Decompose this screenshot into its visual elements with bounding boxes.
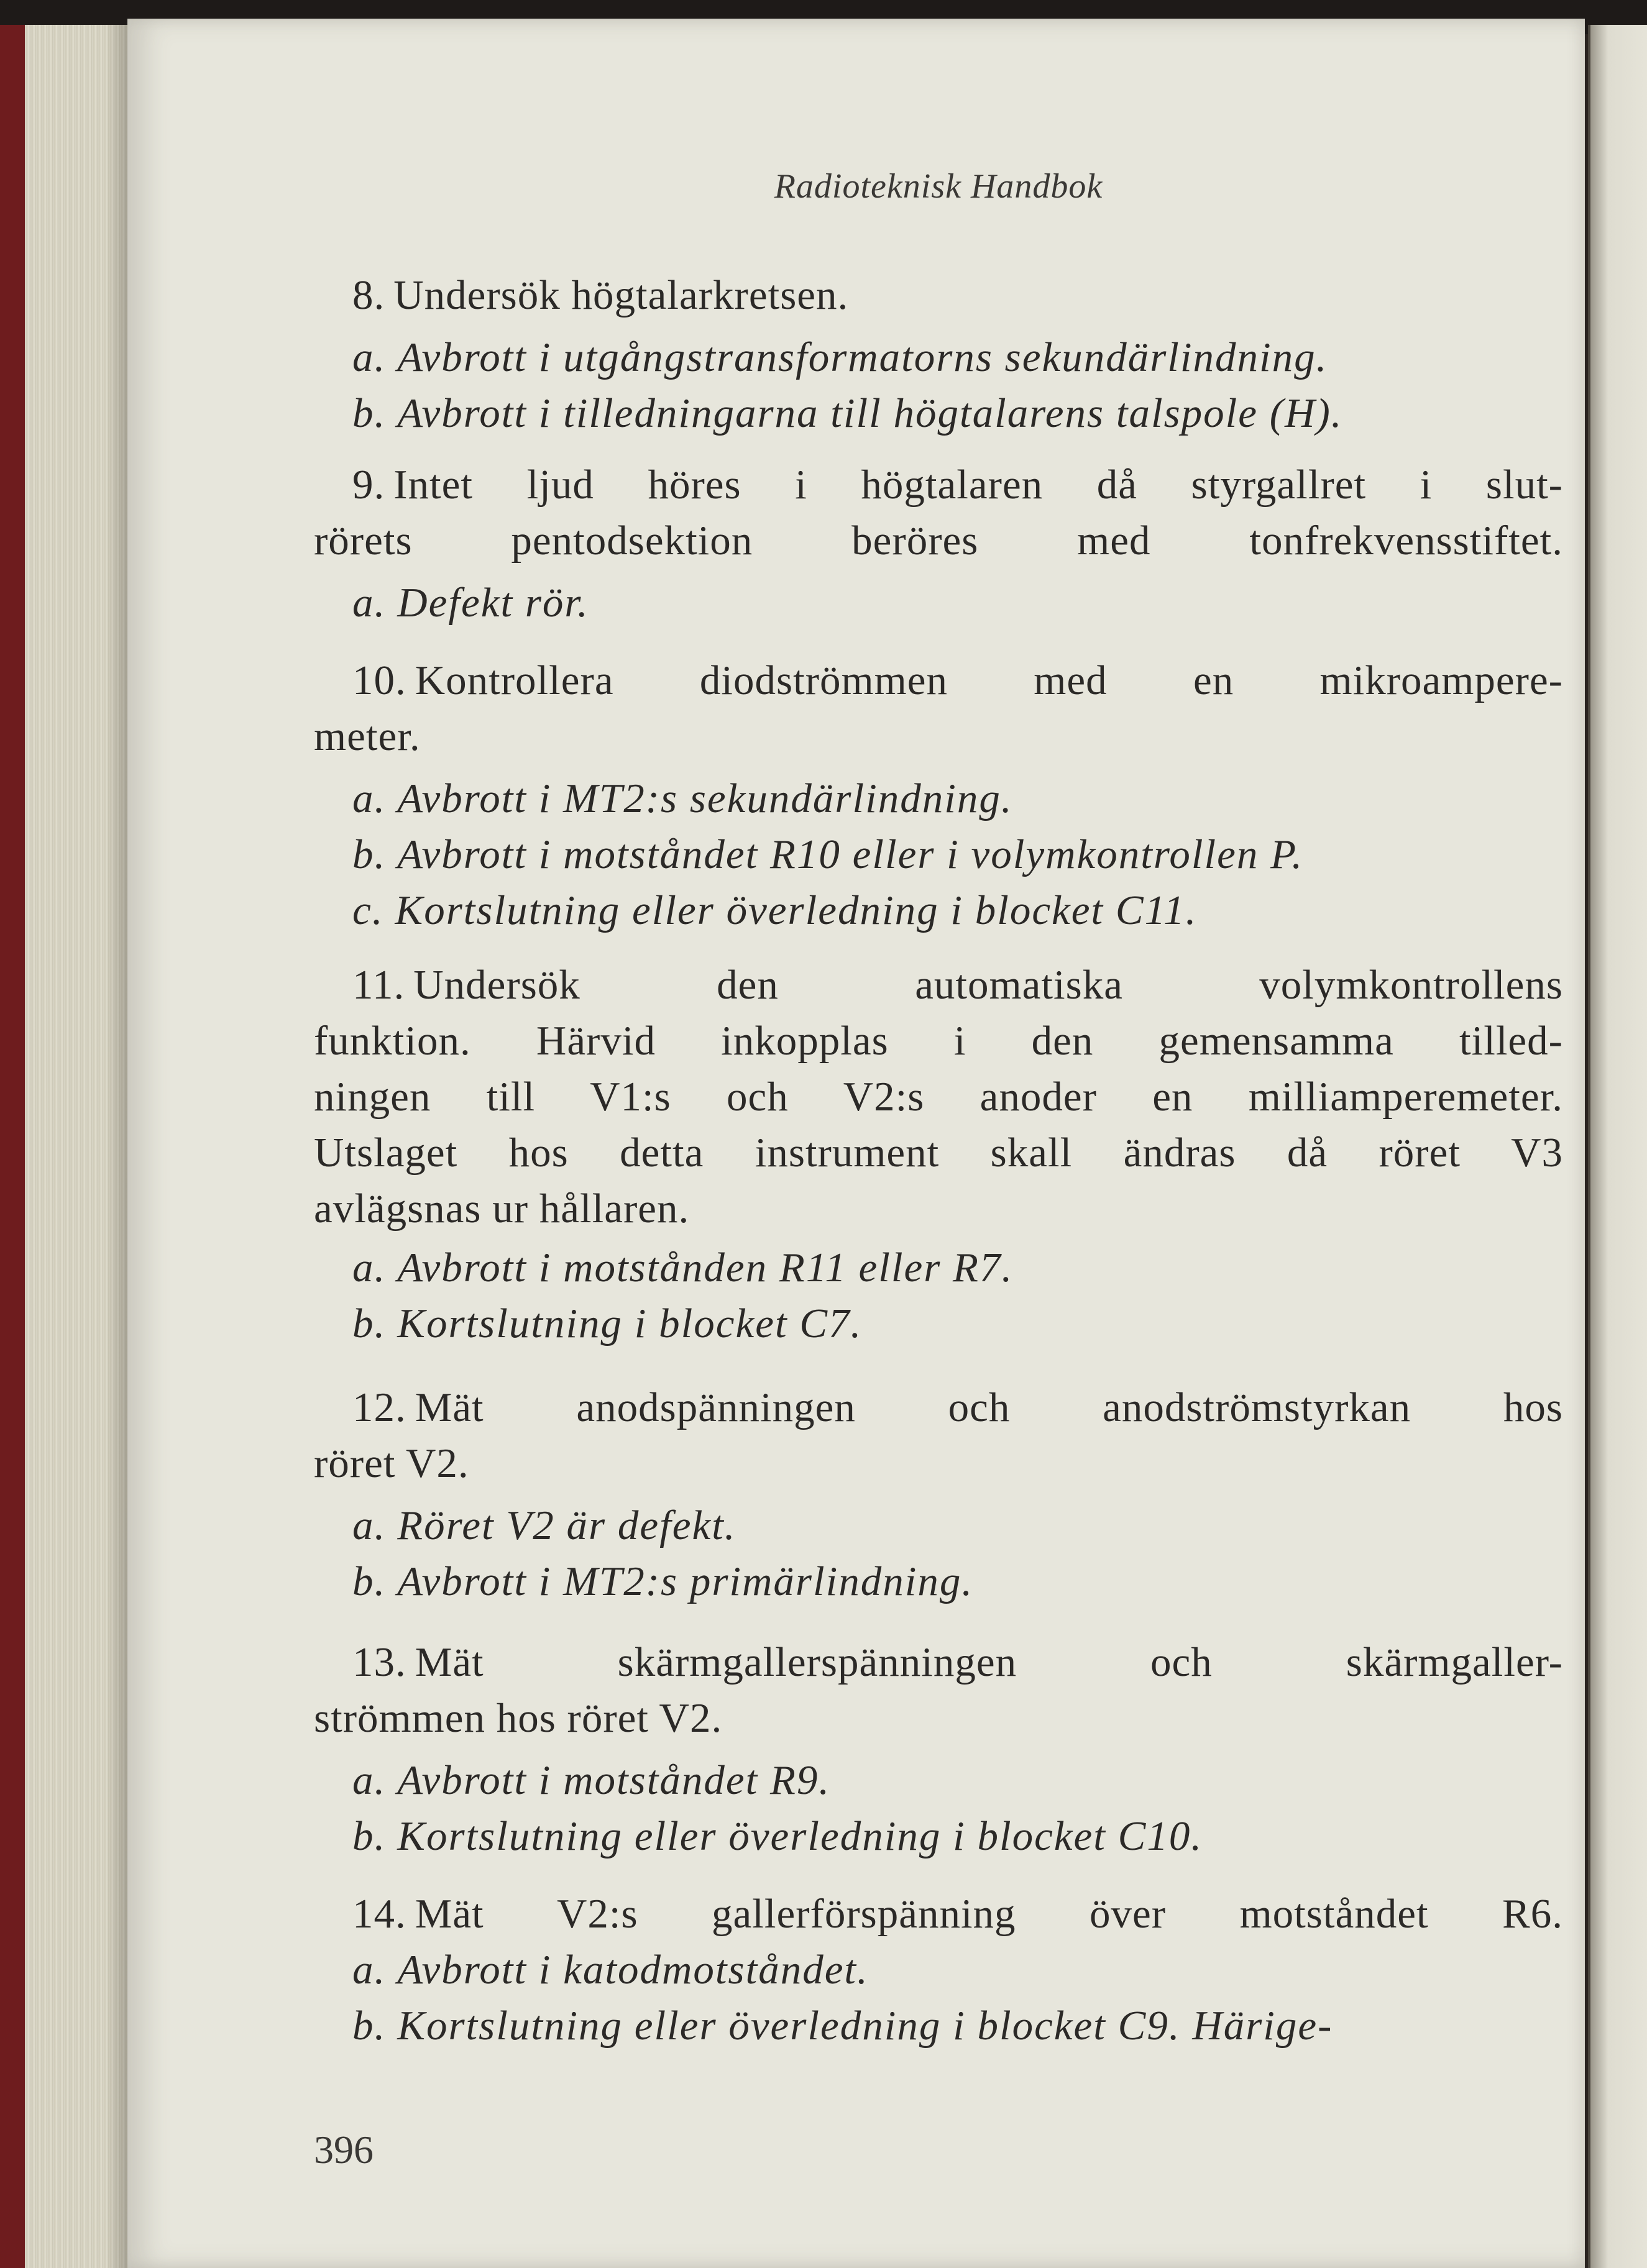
item-text: Röret V2 är defekt. xyxy=(397,1502,736,1548)
section-line: meter. xyxy=(314,713,421,759)
item-letter: a. xyxy=(352,775,387,821)
section-13-item-a xyxy=(314,1752,1602,1808)
section-line: Kontrollera diodströmmen med en mikroampere- xyxy=(415,657,1563,703)
next-page-edge xyxy=(1588,25,1647,2268)
item-text: Avbrott i tilledningarna till högtalarens talspole (H). xyxy=(397,390,1343,436)
section-11-item-b xyxy=(314,1296,1602,1351)
section-12-item-b xyxy=(314,1553,1602,1609)
item-text: Avbrott i utgångstransformatorns sekundärlindning. xyxy=(397,334,1328,380)
section-9-item-a xyxy=(314,575,1602,631)
item-text: Avbrott i motståndet R9. xyxy=(397,1757,831,1803)
section-10-item-a xyxy=(314,770,1602,826)
item-text: Kortslutning i blocket C7. xyxy=(397,1301,863,1347)
section-10-heading xyxy=(314,652,1563,764)
section-number: 11. xyxy=(352,962,405,1008)
section-line: ningen till V1:s och V2:s anoder en milliamperemeter. xyxy=(314,1074,1563,1120)
item-text: Avbrott i katodmotståndet. xyxy=(397,1947,869,1993)
item-letter: a. xyxy=(352,1502,387,1548)
item-letter: a. xyxy=(352,1947,387,1993)
item-text: Avbrott i MT2:s sekundärlindning. xyxy=(397,775,1013,821)
section-line: röret V2. xyxy=(314,1440,469,1486)
section-11-item-a xyxy=(314,1240,1602,1296)
item-text: Avbrott i motståndet R10 eller i volymkontrollen P. xyxy=(397,831,1304,877)
section-10-item-b xyxy=(314,826,1602,882)
section-line: avlägsnas ur hållaren. xyxy=(314,1186,690,1232)
book-cover-spine xyxy=(0,25,25,2268)
section-line: Utslaget hos detta instrument skall ändras då röret V3 xyxy=(314,1130,1563,1176)
section-13-heading xyxy=(314,1634,1563,1746)
section-line: Mät V2:s gallerförspänning över motståndet R6. xyxy=(415,1891,1563,1937)
item-text: Kortslutning eller överledning i blocket C11. xyxy=(395,887,1198,933)
item-letter: a. xyxy=(352,334,387,380)
section-number: 12. xyxy=(352,1384,406,1430)
section-14-heading xyxy=(314,1886,1563,1942)
item-text: Defekt rör. xyxy=(397,580,589,626)
item-letter: b. xyxy=(352,831,387,877)
item-letter: b. xyxy=(352,1301,387,1347)
item-letter: a. xyxy=(352,1245,387,1291)
section-line: Undersök den automatiska volymkontrollens xyxy=(413,962,1563,1008)
item-letter: b. xyxy=(352,1813,387,1859)
section-8-item-b xyxy=(314,385,1602,441)
item-text: Kortslutning eller överledning i blocket C10. xyxy=(397,1813,1203,1859)
page-number: 396 xyxy=(314,2128,374,2172)
section-line: rörets pentodsektion beröres med tonfrekvensstiftet. xyxy=(314,518,1563,564)
item-text: Kortslutning eller överledning i blocket C9. Härige- xyxy=(397,2003,1333,2049)
section-number: 9. xyxy=(352,462,385,508)
section-line: strömmen hos röret V2. xyxy=(314,1695,723,1741)
section-12-item-a xyxy=(314,1498,1602,1553)
item-letter: c. xyxy=(352,887,384,933)
item-letter: b. xyxy=(352,1558,387,1604)
section-14-item-b xyxy=(314,1998,1602,2054)
section-8-item-a xyxy=(314,329,1602,385)
section-line: funktion. Härvid inkopplas i den gemensamma tilled- xyxy=(314,1018,1563,1064)
item-text: Avbrott i motstånden R11 eller R7. xyxy=(397,1245,1014,1291)
item-letter: b. xyxy=(352,390,387,436)
running-head: Radioteknisk Handbok xyxy=(774,167,1103,206)
section-line: Mät skärmgallerspänningen och skärmgaller- xyxy=(415,1639,1563,1685)
section-line: Undersök högtalarkretsen. xyxy=(393,272,849,318)
section-number: 14. xyxy=(352,1891,406,1937)
book-page xyxy=(127,19,1585,2268)
section-13-item-b xyxy=(314,1808,1602,1864)
section-number: 10. xyxy=(352,657,406,703)
section-9-heading xyxy=(314,457,1563,569)
page-gutter-shadow xyxy=(106,25,131,2268)
section-8-heading xyxy=(314,267,1563,323)
item-text: Avbrott i MT2:s primärlindning. xyxy=(397,1558,974,1604)
section-number: 8. xyxy=(352,272,385,318)
section-line: Mät anodspänningen och anodströmstyrkan hos xyxy=(415,1384,1563,1430)
section-line: Intet ljud höres i högtalaren då styrgallret i slut- xyxy=(393,462,1563,508)
item-letter: a. xyxy=(352,580,387,626)
item-letter: b. xyxy=(352,2003,387,2049)
item-letter: a. xyxy=(352,1757,387,1803)
section-14-item-a xyxy=(314,1942,1602,1998)
section-11-heading xyxy=(314,957,1563,1237)
section-10-item-c xyxy=(314,882,1602,938)
section-number: 13. xyxy=(352,1639,406,1685)
section-12-heading xyxy=(314,1379,1563,1491)
